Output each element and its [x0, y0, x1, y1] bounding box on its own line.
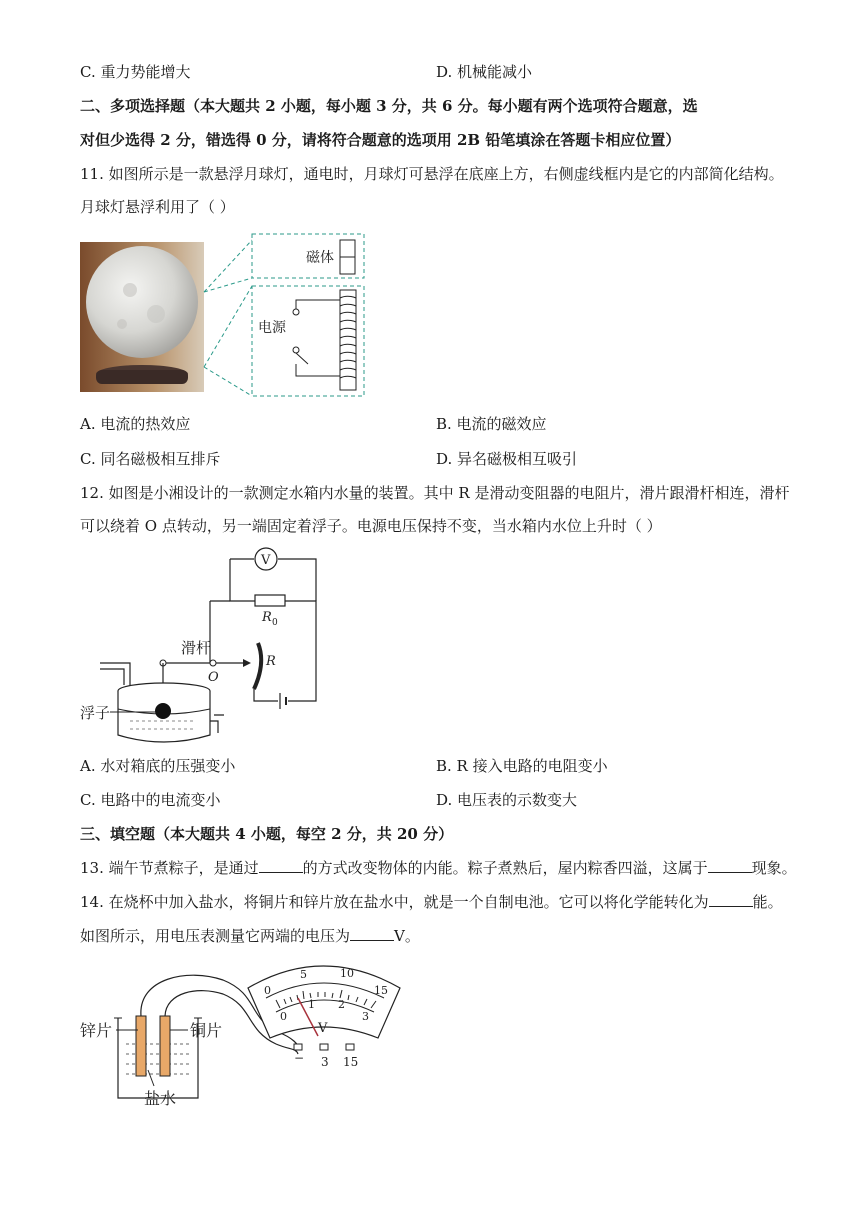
meter-top-tick-15: 15: [374, 984, 388, 997]
q14-stem-line1: [80, 892, 783, 912]
q11-option-c: C. 同名磁极相互排斥: [80, 450, 221, 468]
salt-water-label: 盐水: [144, 1089, 177, 1108]
section2-header-line2: 对但少选得 2 分，错选得 0 分，请将符合题意的选项用 2B 铅笔填涂在答题卡相应位置）: [80, 131, 681, 149]
meter-terminals: [294, 1044, 358, 1069]
q13-text-part2: 的方式改变物体的内能。粽子煮熟后，屋内粽香四溢，这属于: [302, 859, 708, 877]
tap: [210, 715, 224, 733]
q13-text-part3: 现象。: [751, 859, 797, 877]
copper-label: 铜片: [190, 1021, 223, 1040]
q13-blank-1[interactable]: [259, 858, 303, 873]
section2-header-line1: 二、多项选择题（本大题共 2 小题，每小题 3 分，共 6 分。每小题有两个选项符合题意，选: [80, 97, 698, 115]
section3-header: 三、填空题（本大题共 4 小题，每空 2 分，共 20 分）: [80, 825, 454, 843]
zinc-label: 锌片: [80, 1021, 113, 1040]
meter-top-tick-5: 5: [300, 968, 307, 981]
q11-figure: [78, 232, 368, 400]
circuit-dashed-box: [252, 286, 364, 396]
q14-text-part3: 如图所示，用电压表测量它两端的电压为: [80, 927, 351, 945]
q12-option-d: D. 电压表的示数变大: [436, 791, 578, 809]
q11-stem-line2: 月球灯悬浮利用了（ ）: [80, 198, 235, 216]
terminal-15: 15: [343, 1055, 359, 1069]
voltmeter: [248, 966, 400, 1038]
q14-stem-line2: [80, 926, 420, 946]
copper-plate: [160, 1016, 170, 1076]
q13-text-part1: 13. 端午节煮粽子，是通过: [80, 859, 259, 877]
pivot-label: O: [208, 670, 219, 685]
float-label: 浮子: [80, 704, 111, 722]
voltmeter-letter: V: [261, 553, 271, 568]
water-tank: [100, 663, 224, 742]
q14-text-part4: V。: [394, 927, 420, 945]
q14-text-part1: 14. 在烧杯中加入盐水，将铜片和锌片放在盐水中，就是一个自制电池。它可以将化学能转化为: [80, 893, 709, 911]
q14-text-part2: 能。: [752, 893, 783, 911]
q11-option-a: A. 电流的热效应: [80, 415, 191, 433]
r0-subscript: 0: [272, 618, 278, 628]
q14-blank-1[interactable]: [709, 892, 753, 907]
terminal-3: 3: [321, 1055, 329, 1069]
q13-stem: [80, 858, 797, 878]
pivot-o: [210, 660, 216, 666]
zinc-plate: [136, 1016, 146, 1076]
q14-blank-2[interactable]: [350, 926, 394, 941]
q12-stem-line2: 可以绕着 O 点转动，另一端固定着浮子。电源电压保持不变，当水箱内水位上升时（ ）: [80, 517, 662, 535]
q12-stem-line1: 12. 如图是小湘设计的一款测定水箱内水量的装置。其中 R 是滑动变阻器的电阻片，滑片跟滑杆相连，滑杆: [80, 484, 790, 502]
switch: [296, 353, 308, 364]
power-label: 电源: [258, 320, 286, 336]
r-label: R: [266, 654, 276, 669]
q11-option-b: B. 电流的磁效应: [436, 415, 547, 433]
meter-bottom-tick-0: 0: [280, 1010, 287, 1023]
moon-lamp-photo: [80, 242, 204, 392]
q12-option-c: C. 电路中的电流变小: [80, 791, 221, 809]
meter-top-tick-10: 10: [340, 967, 354, 980]
q12-figure: [78, 543, 338, 748]
q13-blank-2[interactable]: [708, 858, 752, 873]
meter-top-tick-0: 0: [264, 984, 271, 997]
q14-figure: [78, 958, 408, 1108]
q12-option-b: B. R 接入电路的电阻变小: [436, 757, 608, 775]
electromagnet-coil: [340, 290, 356, 390]
rheostat-r: [254, 643, 261, 689]
q11-stem-line1: 11. 如图所示是一款悬浮月球灯，通电时，月球灯可悬浮在底座上方，右侧虚线框内是它的内部简化结构。: [80, 165, 784, 183]
magnet-label: 磁体: [306, 250, 334, 266]
q11-option-d: D. 异名磁极相互吸引: [436, 450, 578, 468]
moon-ball: [86, 246, 198, 358]
q10-option-d: D. 机械能减小: [436, 63, 533, 81]
resistor-r0: [255, 595, 285, 606]
meter-bottom-tick-2: 2: [338, 998, 345, 1011]
q10-option-c: C. 重力势能增大: [80, 63, 191, 81]
meter-bottom-tick-3: 3: [362, 1010, 369, 1023]
float-ball: [155, 703, 171, 719]
q12-option-a: A. 水对箱底的压强变小: [80, 757, 236, 775]
meter-bottom-tick-1: 1: [308, 998, 315, 1011]
r0-label: R: [262, 610, 272, 625]
lever-label: 滑杆: [181, 639, 212, 657]
meter-unit: V: [318, 1021, 328, 1036]
terminal-negative: −: [294, 1051, 305, 1065]
